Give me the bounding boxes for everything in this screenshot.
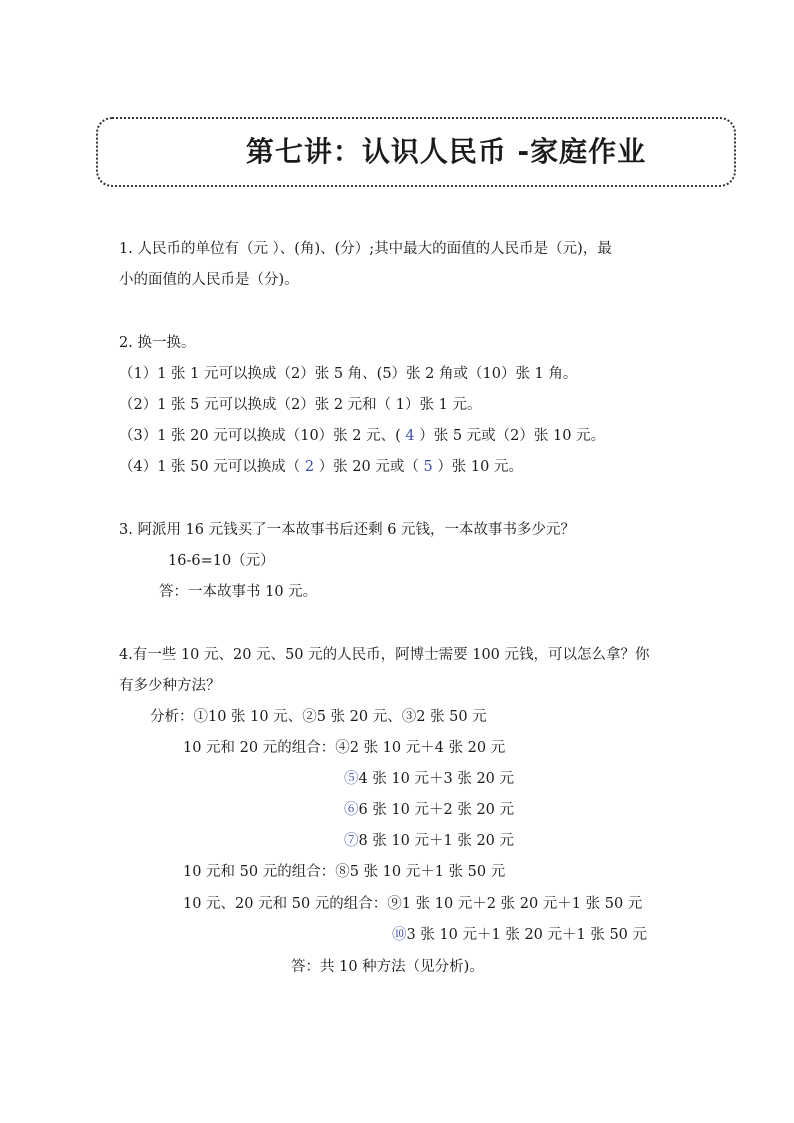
q2-item1: （1）1 张 1 元可以换成（2）张 5 角、(5）张 2 角或（10）张 1 角。 bbox=[119, 366, 578, 382]
q2-item3-a: （3）1 张 20 元可以换成（10）张 2 元、( bbox=[119, 428, 401, 444]
q4-combo-10-20 bbox=[183, 738, 505, 758]
q4-combo6 bbox=[344, 800, 514, 820]
page-title: 第七讲：认识人民币 -家庭作业 bbox=[245, 135, 647, 168]
q2-item3-answer: 4 bbox=[400, 428, 420, 444]
q2-item3-c: ）张 5 元或（2）张 10 元。 bbox=[419, 428, 606, 444]
q4-combo7-mark: ⑦ bbox=[344, 833, 359, 849]
q4-combo10 bbox=[392, 925, 647, 945]
q2-item4-answer2: 5 bbox=[418, 459, 438, 475]
q2-item4 bbox=[119, 457, 523, 477]
q4-question-line2: 有多少种方法？ bbox=[119, 678, 221, 694]
q4-combo-10-20-label: 10 元和 20 元的组合： bbox=[183, 740, 336, 756]
q1-line1: 1. 人民币的单位有（元 ）、(角)、(分）;其中最大的面值的人民币是（元)，最 bbox=[119, 241, 612, 257]
q4-combo-10-50: 10 元和 50 元的组合：⑧5 张 10 元＋1 张 50 元 bbox=[183, 864, 506, 880]
q4-combo10-text: 3 张 10 元＋1 张 20 元＋1 张 50 元 bbox=[406, 927, 648, 943]
q2-item2: （2）1 张 5 元可以换成（2）张 2 元和（ 1）张 1 元。 bbox=[119, 397, 482, 413]
q3-answer: 答：一本故事书 10 元。 bbox=[159, 584, 318, 600]
q3-question: 3. 阿派用 16 元钱买了一本故事书后还剩 6 元钱，一本故事书多少元？ bbox=[119, 522, 576, 538]
q3-work: 16-6=10（元） bbox=[168, 553, 275, 569]
q4-combo6-mark: ⑥ bbox=[344, 802, 359, 818]
q4-combo6-text: 6 张 10 元＋2 张 20 元 bbox=[358, 802, 515, 818]
q4-combo7-text: 8 张 10 元＋1 张 20 元 bbox=[358, 833, 515, 849]
q2-item4-a: （4）1 张 50 元可以换成（ bbox=[119, 459, 301, 475]
q4-combo5 bbox=[344, 769, 514, 789]
q4-combo7 bbox=[344, 831, 514, 851]
q1-line2: 小的面值的人民币是（分)。 bbox=[119, 272, 299, 288]
q4-combo10-mark: ⑩ bbox=[392, 927, 407, 943]
q2-heading: 2. 换一换。 bbox=[119, 335, 196, 351]
q4-analysis: 分析：①10 张 10 元、②5 张 20 元、③2 张 50 元 bbox=[150, 709, 487, 725]
q2-item4-e: ）张 10 元。 bbox=[437, 459, 523, 475]
q2-item3 bbox=[119, 426, 605, 446]
q4-answer: 答：共 10 种方法（见分析)。 bbox=[291, 959, 484, 975]
title-box bbox=[96, 117, 736, 187]
q4-combo4: ④2 张 10 元＋4 张 20 元 bbox=[335, 740, 506, 756]
q2-item4-answer1: 2 bbox=[300, 459, 319, 475]
q4-combo5-mark: ⑤ bbox=[344, 771, 359, 787]
q4-question-line1: 4.有一些 10 元、20 元、50 元的人民币，阿博士需要 100 元钱，可以怎么拿？你 bbox=[119, 647, 650, 663]
q4-combo5-text: 4 张 10 元＋3 张 20 元 bbox=[358, 771, 515, 787]
q4-combo-all: 10 元、20 元和 50 元的组合：⑨1 张 10 元＋2 张 20 元＋1 张 50 元 bbox=[183, 896, 643, 912]
q2-item4-c: ）张 20 元或（ bbox=[318, 459, 419, 475]
